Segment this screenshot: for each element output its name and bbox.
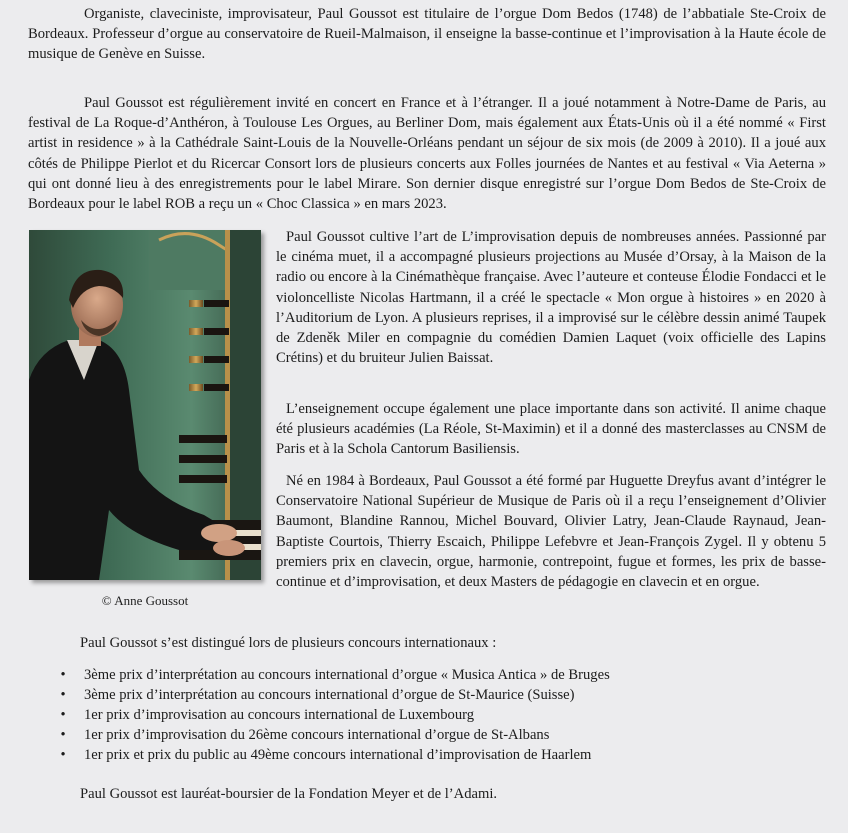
awards-list [58, 665, 798, 765]
intro-paragraph: Organiste, claveciniste, improvisateur, Paul Goussot est titulaire de l’orgue Dom Bedos (1748) de l’abbatiale Ste-Croix de Bordeaux. Professeur d’orgue au conservatoire de Rueil-Malmaison, il enseigne la basse-continue et l’improvisation à la Haute école de musique de Genève en Suisse. [28, 6, 826, 63]
education-paragraph: Né en 1984 à Bordeaux, Paul Goussot a été formé par Huguette Dreyfus avant d’intégrer le Conservatoire National Supérieur de Musique de Paris où il a reçu l’enseignement d’Olivier Baumont, Blandine Rannou, Michel Bouvard, Olivier Latry, Jean-Claude Raynaud, Jean-Baptiste Courtois, Thierry Escaich, Philippe Lefebvre et Jean-François Zygel. Il y obtenu 5 premiers prix en clavecin, orgue, harmonie, contrepoint, fugue et formes, les prix de basse-continue et d’improvisation, et deux Masters de pédagogie en clavecin et en orgue. [276, 473, 826, 591]
awards-intro: Paul Goussot s’est distingué lors de plusieurs concours internationaux : [80, 635, 497, 651]
list-item: • 1er prix d’improvisation du 26ème concours international d’orgue de St-Albans [58, 725, 798, 745]
photo-caption: © Anne Goussot [101, 593, 189, 608]
closing-paragraph: Paul Goussot est lauréat-boursier de la Fondation Meyer et de l’Adami. [80, 786, 498, 802]
list-item: • 3ème prix d’interprétation au concours international d’orgue de St-Maurice (Suisse) [58, 685, 798, 705]
organist-photo [29, 230, 261, 580]
concerts-paragraph: Paul Goussot est régulièrement invité en concert en France et à l’étranger. Il a joué notamment à Notre-Dame de Paris, au festival de La Roque-d’Anthéron, à Toulouse Les Orgues, au Berliner Dom, mais également aux États-Unis où il a été nommé « First artist in residence » à la Cathédrale Saint-Louis de la Nouvelle-Orléans pendant un séjour de six mois (de 2009 à 2010). Il a joué aux côtés de Philippe Pierlot et du Ricercar Consort lors de plusieurs concerts aux Folles journées de Nantes et au festival « Via Aeterna » qui ont donné lieu à des enregistrements pour le label Mirare. Son dernier disque enregistré sur l’orgue Dom Bedos de Ste-Croix de Bordeaux pour le label ROB a reçu un « Choc Classica » en mars 2023. [28, 95, 826, 213]
list-item: • 1er prix et prix du public au 49ème concours international d’improvisation de Haarlem [58, 745, 798, 765]
bullet-icon: • [60, 687, 66, 703]
bullet-icon: • [60, 727, 66, 743]
list-item: • 3ème prix d’interprétation au concours international d’orgue « Musica Antica » de Bruges [58, 665, 798, 685]
bullet-icon: • [60, 747, 66, 763]
list-item: • 1er prix d’improvisation au concours international de Luxembourg [58, 705, 798, 725]
organist-at-organ-image [29, 230, 261, 580]
teaching-paragraph: L’enseignement occupe également une place importante dans son activité. Il anime chaque été plusieurs académies (La Réole, St-Maximin) et il a donné des masterclasses au CNSM de Paris et à la Schola Cantorum Basiliensis. [276, 401, 826, 458]
bullet-icon: • [60, 707, 66, 723]
improvisation-paragraph: Paul Goussot cultive l’art de L’improvisation depuis de nombreuses années. Passionné par le cinéma muet, il a accompagné plusieurs projections au Musée d’Orsay, à la Maison de la radio ou encore à la Cinémathèque française. Avec l’auteure et conteuse Élodie Fondacci et le violoncelliste Nicolas Hartmann, il a créé le spectacle « Mon orgue à histoires » en 2020 à l’Auditorium de Lyon. A plusieurs reprises, il a improvisé sur le célèbre dessin animé Taupek de Zdeněk Miler en compagnie du comédien Damien Laquet (voix officielle des Lapins Crétins) et du bruiteur Julien Baissat. [276, 229, 826, 367]
bullet-icon: • [60, 667, 66, 683]
